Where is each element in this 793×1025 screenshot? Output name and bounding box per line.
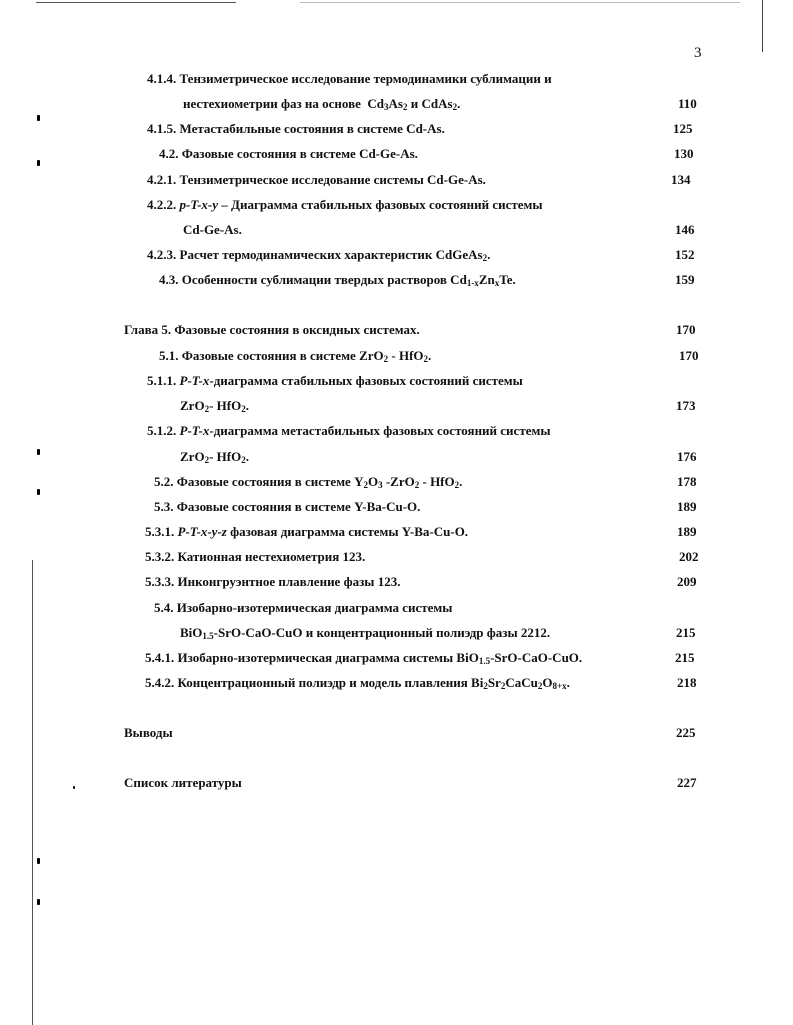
toc-number: 5.4. <box>154 600 174 615</box>
toc-title-italic: P-T-x-y-z <box>177 524 227 539</box>
toc-number: 5.1.1. <box>147 373 177 388</box>
formula-conjunction: и <box>410 96 419 111</box>
toc-number: 5.2. <box>154 474 174 489</box>
toc-entry <box>154 474 462 490</box>
toc-number: 5.1. <box>159 348 179 363</box>
toc-title: Фазовые состояния в оксидных системах. <box>174 322 420 337</box>
toc-number: 5.4.2. <box>145 675 175 690</box>
toc-number: 4.2.1. <box>147 172 177 187</box>
toc-page: 218 <box>677 675 697 690</box>
toc-title-continuation: ZrO$_2$- HfO$_2$. <box>180 449 249 465</box>
toc-number: 4.3. <box>159 272 179 287</box>
toc-number: 4.1.4. <box>147 71 177 86</box>
scan-artifact-dot <box>37 449 40 455</box>
toc-entry <box>145 574 400 590</box>
toc-title: Расчет термодинамических характеристик CdGeAs$_2$. <box>179 247 491 263</box>
scan-artifact-right-edge <box>762 0 763 52</box>
toc-entry <box>147 121 445 137</box>
toc-number: 4.2.2. <box>147 197 177 212</box>
toc-number: 5.3.1. <box>145 524 175 539</box>
scan-artifact-dot <box>37 115 40 121</box>
toc-title: Катионная нестехиометрия 123. <box>177 549 366 564</box>
toc-entry <box>145 675 570 691</box>
toc-number: 5.3. <box>154 499 174 514</box>
toc-entry <box>147 423 550 439</box>
toc-entry-continuation <box>183 96 460 112</box>
toc-page: 189 <box>677 524 697 539</box>
formula-cd3as2: $Cd_3As_2$ <box>367 96 408 112</box>
toc-page: 209 <box>677 574 697 589</box>
toc-title: Тензиметрическое исследование термодинамики сублимации и <box>179 71 552 86</box>
toc-title: Концентрационный полиэдр и модель плавления $Bi_2Sr_2CaCu_2O_{8+x}$. <box>177 675 570 691</box>
toc-title: Фазовые состояния в системе Y-Ba-Cu-O. <box>176 499 421 514</box>
scan-artifact-top-line <box>300 2 740 3</box>
toc-page: 130 <box>674 146 694 161</box>
scan-artifact-dot <box>37 858 40 864</box>
toc-title-continuation: BiO$_{1.5}$-SrO-CaO-CuO и концентрационный полиэдр фазы 2212. <box>180 625 551 641</box>
toc-number: 5.1.2. <box>147 423 177 438</box>
toc-entry <box>147 247 490 263</box>
toc-entry <box>159 272 516 288</box>
toc-page: 110 <box>678 96 697 111</box>
toc-title: Изобарно-изотермическая диаграмма системы <box>176 600 453 615</box>
toc-title-italic: P-T-x <box>179 423 210 438</box>
toc-page: 170 <box>679 348 699 363</box>
scan-artifact-dot <box>73 786 75 789</box>
toc-title: Особенности сублимации твердых растворов $Cd_{1-x}Zn_xTe$. <box>181 272 516 288</box>
toc-entry <box>147 172 486 188</box>
toc-page: 176 <box>677 449 697 464</box>
toc-title: Метастабильные состояния в системе Cd-As. <box>179 121 445 136</box>
toc-page: 189 <box>677 499 697 514</box>
toc-title: -диаграмма метастабильных фазовых состояний системы <box>209 423 551 438</box>
toc-chapter-references: Список литературы <box>124 775 242 790</box>
toc-entry <box>147 71 552 87</box>
toc-number: 5.3.3. <box>145 574 175 589</box>
toc-title: Тензиметрическое исследование системы Cd-Ge-As. <box>179 172 486 187</box>
toc-page: 227 <box>677 775 697 790</box>
toc-number: 4.1.5. <box>147 121 177 136</box>
toc-title: Фазовые состояния в системе ZrO$_2$ - HfO$_2$. <box>181 348 432 364</box>
scan-artifact-dot <box>37 160 40 166</box>
toc-chapter-conclusions: Выводы <box>124 725 173 740</box>
toc-page: 125 <box>673 121 693 136</box>
toc-title-continuation: Cd-Ge-As. <box>183 222 242 237</box>
toc-entry <box>154 600 452 616</box>
scan-artifact-left-edge <box>32 560 33 1025</box>
toc-number: 5.4.1. <box>145 650 175 665</box>
scan-artifact-top-line <box>36 2 236 3</box>
toc-page: 173 <box>676 398 696 413</box>
toc-entry <box>145 650 582 666</box>
toc-entry <box>145 549 365 565</box>
toc-title: Фазовые состояния в системе Cd-Ge-As. <box>181 146 418 161</box>
page-number: 3 <box>694 45 702 61</box>
toc-number: 4.2.3. <box>147 247 177 262</box>
toc-title-continuation: ZrO$_2$- HfO$_2$. <box>180 398 249 414</box>
toc-title: Фазовые состояния в системе $Y_2O_3$ -ZrO$_2$ - HfO$_2$. <box>176 474 463 490</box>
toc-title-continuation: нестехиометрии фаз на основе <box>183 96 361 111</box>
toc-title: Инконгруэнтное плавление фазы 123. <box>177 574 401 589</box>
toc-entry <box>147 197 543 213</box>
toc-title-italic: P-T-x <box>179 373 210 388</box>
formula-cdas2: CdAs$_2$. <box>421 96 461 112</box>
toc-entry <box>159 348 431 364</box>
toc-title: – Диаграмма стабильных фазовых состояний системы <box>221 197 543 212</box>
toc-page: 159 <box>675 272 695 287</box>
scan-artifact-dot <box>37 489 40 495</box>
toc-page: 134 <box>671 172 691 187</box>
toc-title: -диаграмма стабильных фазовых состояний системы <box>209 373 523 388</box>
toc-page: 215 <box>676 625 696 640</box>
toc-entry <box>147 373 523 389</box>
toc-entry <box>159 146 418 162</box>
toc-page: 146 <box>675 222 695 237</box>
toc-entry <box>145 524 468 540</box>
toc-title-italic: p-T-x-y <box>179 197 219 212</box>
toc-number: 5.3.2. <box>145 549 175 564</box>
toc-page: 152 <box>675 247 695 262</box>
toc-page: 178 <box>677 474 697 489</box>
scan-artifact-dot <box>37 899 40 905</box>
toc-entry <box>154 499 420 515</box>
toc-title: фазовая диаграмма системы Y-Ba-Cu-O. <box>230 524 469 539</box>
toc-title: Изобарно-изотермическая диаграмма системы BiO$_{1.5}$-SrO-CaO-CuO. <box>177 650 583 666</box>
toc-page: 215 <box>675 650 695 665</box>
toc-page: 225 <box>676 725 696 740</box>
toc-chapter <box>124 322 420 338</box>
toc-number: 4.2. <box>159 146 179 161</box>
toc-page: 202 <box>679 549 699 564</box>
toc-page: 170 <box>676 322 696 337</box>
toc-number: Глава 5. <box>124 322 172 337</box>
